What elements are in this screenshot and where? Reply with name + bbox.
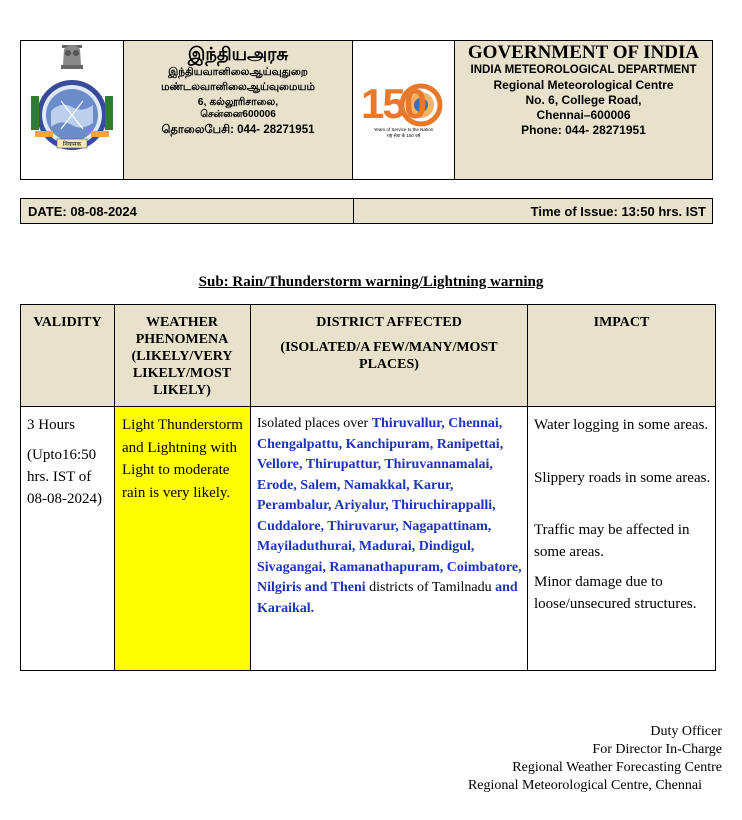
- district-prefix: Isolated places over: [257, 416, 372, 431]
- issue-time: Time of Issue: 13:50 hrs. IST: [530, 204, 706, 219]
- tamil-title: இந்தியஅரசு: [187, 44, 289, 64]
- signature-director: For Director In-Charge: [592, 742, 722, 757]
- tamil-dept: இந்தியவானிலைஆய்வுதுறை: [168, 66, 308, 78]
- logo-150-number: 150: [361, 80, 426, 127]
- tamil-phone: தொலைபேசி: 044- 28271951: [161, 124, 315, 136]
- tamil-address1: 6, கல்லூரிசாலை,: [197, 96, 279, 108]
- header-phenomena: WEATHER PHENOMENA (LIKELY/VERY LIKELY/MOST LIKELY): [131, 315, 233, 398]
- tamil-address2: சென்னை600006: [200, 109, 276, 120]
- english-address2: Chennai–600006: [536, 108, 631, 122]
- district-mid: districts of Tamilnadu: [365, 580, 496, 595]
- signature-rmc: Regional Meteorological Centre, Chennai: [467, 778, 702, 793]
- emblem-motto: नियामक: [62, 141, 82, 148]
- signature-duty-officer: Duty Officer: [650, 724, 722, 739]
- subject-line: Sub: Rain/Thunderstorm warning/Lightning warning: [198, 274, 544, 290]
- emblem-cell: [21, 41, 123, 179]
- english-dept: INDIA METEOROLOGICAL DEPARTMENT: [470, 64, 697, 76]
- english-title: GOVERNMENT OF INDIA: [467, 42, 700, 63]
- logo-150-caption: Years of Service to the Nation: [373, 127, 434, 132]
- english-centre: Regional Meteorological Centre: [493, 78, 674, 92]
- district-tail: and Karaikal.: [257, 580, 518, 616]
- tamil-address-cell: [124, 41, 352, 179]
- signature-rwfc: Regional Weather Forecasting Centre: [512, 760, 722, 775]
- issue-date: DATE: 08-08-2024: [28, 204, 137, 219]
- english-phone: Phone: 044- 28271951: [521, 123, 646, 137]
- header-district: DISTRICT AFFECTED: [316, 315, 462, 330]
- impact-2: Slippery roads in some areas.: [534, 470, 711, 486]
- header-validity: VALIDITY: [33, 315, 102, 330]
- district-list: Thiruvallur, Chennai, Chengalpattu, Kanchipuram, Ranipettai, Vellore, Thirupattur, Thiruvannamalai, Erode, Salem, Namakkal, Karur, Perambalur, Ariyalur, Thiruchirappalli, Cuddalore, Thiruvarur, Nagapattinam, Mayiladuthurai, Madurai, Dindigul, Sivagangai, Ramanathapuram, Coimbatore, Nilgiris and Theni: [257, 416, 522, 595]
- english-address-cell: [455, 41, 712, 179]
- phenomena-text: Light Thunderstorm and Lightning with Light to moderate rain is very likely.: [122, 417, 243, 501]
- tamil-centre: மண்டலவானிலைஆய்வுமையம்: [161, 81, 315, 93]
- logo-150-caption-hindi: राष्ट्र सेवा के 150 वर्ष: [386, 133, 421, 138]
- imd-emblem-icon: [21, 41, 123, 179]
- validity-duration: 3 Hours: [27, 417, 75, 433]
- impact-1: Water logging in some areas.: [534, 417, 709, 433]
- impact-3: Traffic may be affected in some areas.: [534, 522, 690, 560]
- header-district-sub: (ISOLATED/A FEW/MANY/MOST PLACES): [280, 340, 498, 372]
- logo-150-cell: [353, 41, 454, 179]
- english-address1: No. 6, College Road,: [525, 93, 642, 107]
- district-affected: [257, 414, 522, 619]
- impact-4: Minor damage due to loose/unsecured structures.: [534, 574, 697, 612]
- validity-until: (Upto16:50 hrs. IST of 08-08-2024): [27, 447, 102, 507]
- header-impact: IMPACT: [593, 315, 650, 330]
